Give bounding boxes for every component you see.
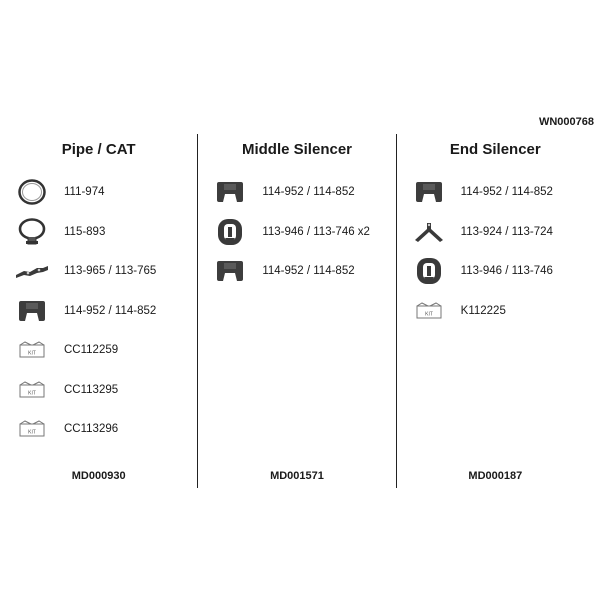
part-row <box>14 296 156 326</box>
column-code: MD000187 <box>468 470 523 482</box>
part-row <box>411 296 506 326</box>
column-code: MD001571 <box>270 470 324 482</box>
column-end-silencer <box>396 134 594 488</box>
column-title: Pipe / CAT <box>61 141 136 158</box>
part-number: K112225 <box>460 304 506 317</box>
part-number: 115-893 <box>64 225 106 238</box>
rubber-mount-icon <box>212 217 248 247</box>
part-row <box>411 256 553 286</box>
kit-box-icon <box>14 414 50 444</box>
svg-text:KIT: KIT <box>28 390 36 396</box>
svg-text:KIT: KIT <box>424 311 433 317</box>
kit-box-icon <box>14 335 50 365</box>
part-number: 113-965 / 113-765 <box>64 265 157 277</box>
clamp-icon <box>14 217 50 247</box>
bracket-icon <box>411 217 447 247</box>
part-number: CC113296 <box>64 423 119 435</box>
part-number: 113-924 / 113-724 <box>460 225 553 238</box>
part-row <box>14 335 118 365</box>
part-row <box>14 177 105 207</box>
mounting-strap-icon <box>14 256 50 286</box>
part-row <box>411 217 553 247</box>
part-row <box>14 375 118 405</box>
svg-text:KIT: KIT <box>28 350 36 357</box>
part-number: 114-952 / 114-852 <box>460 186 553 198</box>
rubber-hanger-icon <box>14 296 50 326</box>
rubber-hanger-icon <box>212 177 248 207</box>
part-row <box>212 177 354 207</box>
part-row <box>14 256 156 286</box>
column-title: Middle Silencer <box>241 141 353 158</box>
kit-box-icon <box>411 296 447 326</box>
part-row <box>411 177 553 207</box>
part-row <box>212 256 354 286</box>
rubber-hanger-icon <box>411 177 447 207</box>
kit-box-icon <box>14 375 50 405</box>
part-number: 114-952 / 114-852 <box>262 186 355 198</box>
rubber-hanger-icon <box>212 256 248 286</box>
column-middle-silencer <box>197 134 395 488</box>
column-title: End Silencer <box>449 141 541 158</box>
part-row <box>14 414 118 444</box>
part-number: 114-952 / 114-852 <box>64 304 157 317</box>
ring-gasket-icon <box>14 177 50 207</box>
part-number: 113-946 / 113-746 x2 <box>262 225 370 238</box>
part-number: 113-946 / 113-746 <box>460 265 553 277</box>
part-number: 111-974 <box>64 186 105 198</box>
part-number: 114-952 / 114-852 <box>262 265 355 277</box>
part-number: CC113295 <box>64 383 119 396</box>
column-pipe-cat <box>0 134 197 488</box>
column-code: MD000930 <box>71 470 126 482</box>
columns-container <box>0 134 594 488</box>
svg-text:KIT: KIT <box>28 429 36 436</box>
part-row <box>212 217 370 247</box>
part-row <box>14 217 105 247</box>
part-number: CC112259 <box>64 344 119 356</box>
rubber-mount-icon <box>411 256 447 286</box>
reference-code: WN000768 <box>538 116 594 128</box>
